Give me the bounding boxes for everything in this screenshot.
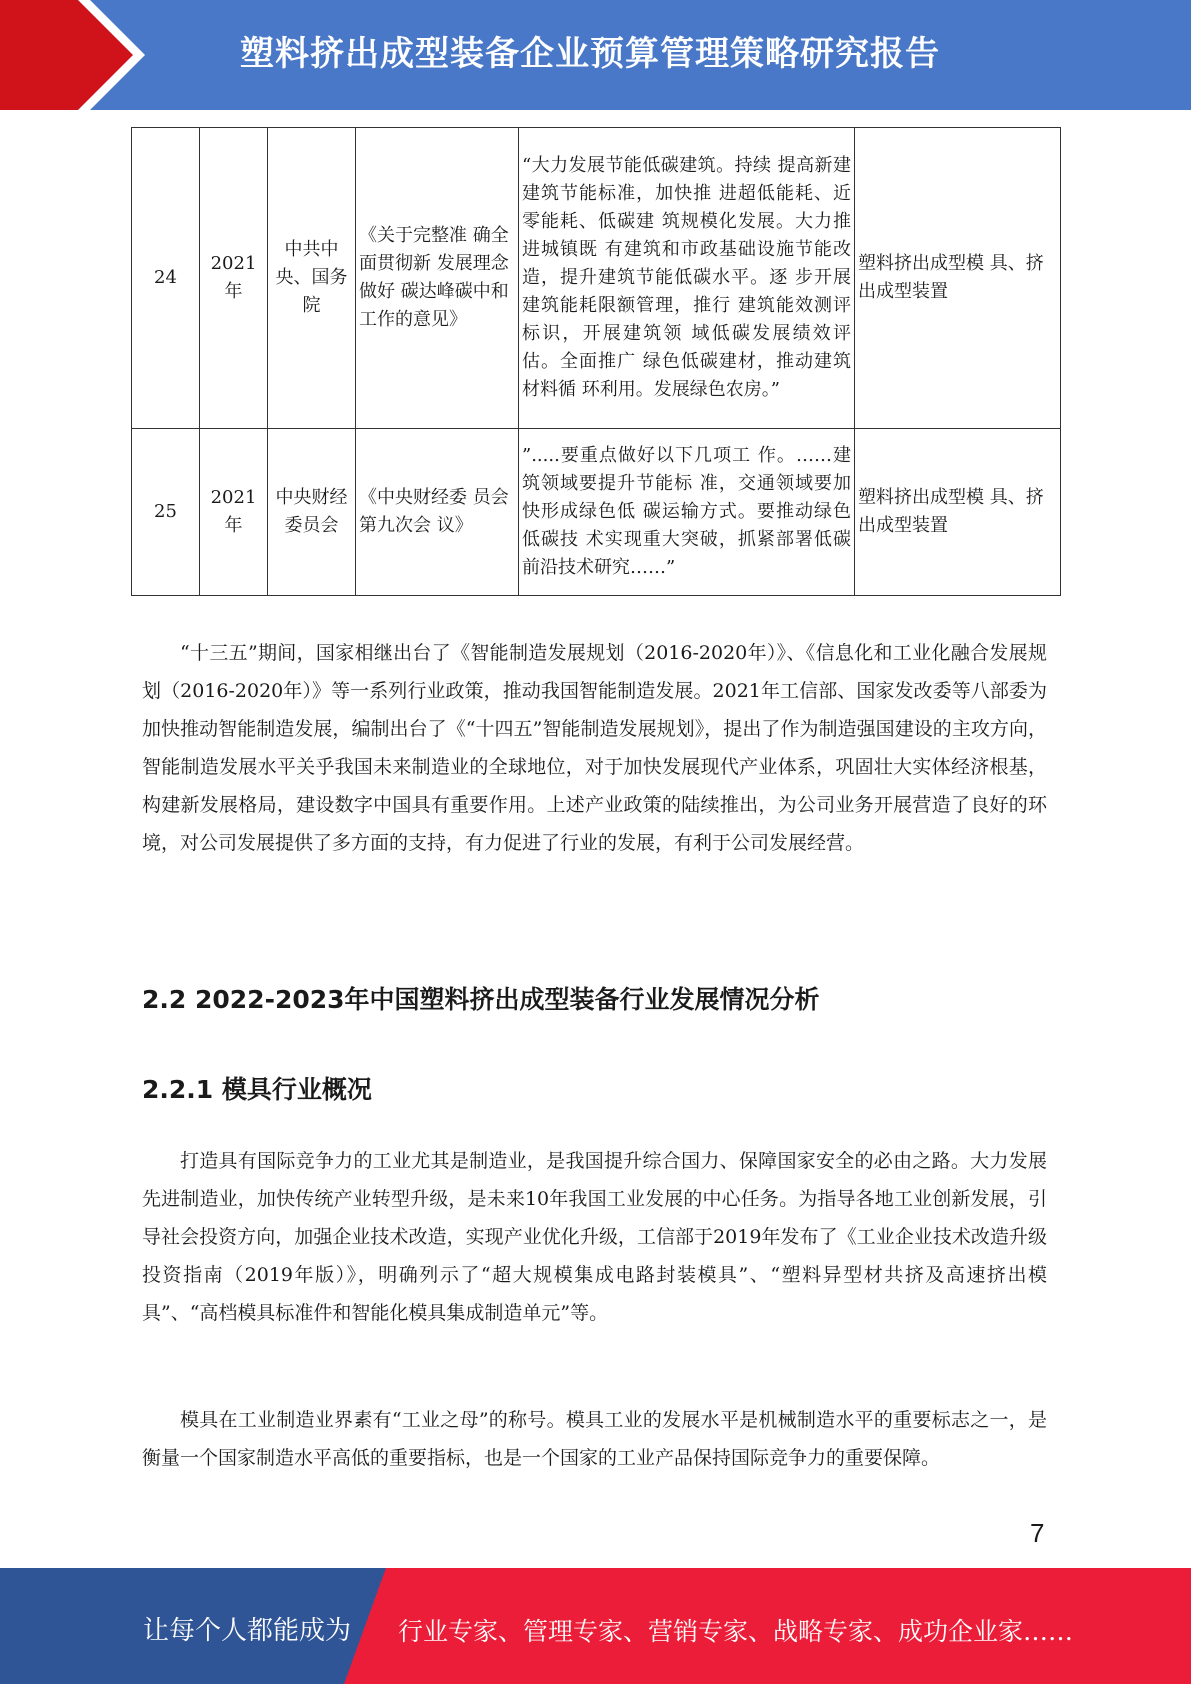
policy-table: [131, 127, 1061, 596]
report-title: 塑料挤出成型装备企业预算管理策略研究报告: [240, 34, 940, 74]
table-row: [132, 429, 1061, 596]
page-footer: [0, 1568, 1191, 1684]
cell-document: 《关于完整准 确全面贯彻新 发展理念做好 碳达峰碳中和 工作的意见》: [356, 128, 519, 429]
table-row: [132, 128, 1061, 429]
cell-field: 塑料挤出成型模 具、挤出成型装置: [855, 128, 1061, 429]
section-heading: 2.2 2022-2023年中国塑料挤出成型装备行业发展情况分析: [142, 985, 820, 1014]
footer-slogan-left: 让每个人都能成为: [143, 1616, 352, 1646]
cell-number: 24: [132, 128, 200, 429]
cell-organization: 中共中央、国务院: [268, 128, 356, 429]
cell-number: 25: [132, 429, 200, 596]
cell-document: 《中央财经委 员会第九次会 议》: [356, 429, 519, 596]
paragraph-policy-summary: “十三五”期间，国家相继出台了《智能制造发展规划（2016-2020年）》、《信息化和工业化融合发展规划（2016-2020年）》等一系列行业政策，推动我国智能制造发展。2021年工信部、国家发改委等八部委为加快推动智能制造发展，编制出台了《“十四五”智能制造发展规划》，提出了作为制造强国建设的主攻方向，智能制造发展水平关乎我国未来制造业的全球地位，对于加快发展现代产业体系，巩固壮大实体经济根基，构建新发展格局，建设数字中国具有重要作用。上述产业政策的陆续推出，为公司业务开展营造了良好的环境，对公司发展提供了多方面的支持，有力促进了行业的发展，有利于公司发展经营。: [142, 642, 1047, 854]
cell-field: 塑料挤出成型模 具、挤出成型装置: [855, 429, 1061, 596]
cell-organization: 中央财经委员会: [268, 429, 356, 596]
header-arrow-decoration: [0, 0, 160, 110]
cell-year: 2021年: [200, 128, 268, 429]
footer-slogan-right: 行业专家、管理专家、营销专家、战略专家、成功企业家……: [398, 1617, 1074, 1646]
cell-content: ”.....要重点做好以下几项工 作。……建筑领域要提升节能标 准，交通领域要加快形成绿色低 碳运输方式。要推动绿色低碳技 术实现重大突破，抓紧部署低碳 前沿技术研究……”: [519, 429, 855, 596]
subsection-heading: 2.2.1 模具行业概况: [142, 1075, 372, 1104]
cell-content: “大力发展节能低碳建筑。持续 提高新建建筑节能标准，加快推 进超低能耗、近零能耗、低碳建 筑规模化发展。大力推进城镇既 有建筑和市政基础设施节能改 造，提升建筑节能低碳水平。逐 步开展建筑能耗限额管理，推行 建筑能效测评标识，开展建筑领 域低碳发展绩效评估。全面推广 绿色低碳建材，推动建筑材料循 环利用。发展绿色农房。”: [519, 128, 855, 429]
paragraph-mold-industry: 打造具有国际竞争力的工业尤其是制造业，是我国提升综合国力、保障国家安全的必由之路。大力发展先进制造业，加快传统产业转型升级，是未来10年我国工业发展的中心任务。为指导各地工业创新发展，引导社会投资方向，加强企业技术改造，实现产业优化升级，工信部于2019年发布了《工业企业技术改造升级投资指南（2019年版）》，明确列示了“超大规模集成电路封装模具”、“塑料异型材共挤及高速挤出模具”、“高档模具标准件和智能化模具集成制造单元”等。: [142, 1150, 1047, 1324]
paragraph-mold-importance: 模具在工业制造业界素有“工业之母”的称号。模具工业的发展水平是机械制造水平的重要标志之一，是衡量一个国家制造水平高低的重要指标，也是一个国家的工业产品保持国际竞争力的重要保障。: [142, 1409, 1047, 1469]
page-header: [0, 0, 1191, 110]
cell-year: 2021年: [200, 429, 268, 596]
page-number: 7: [1030, 1518, 1045, 1548]
